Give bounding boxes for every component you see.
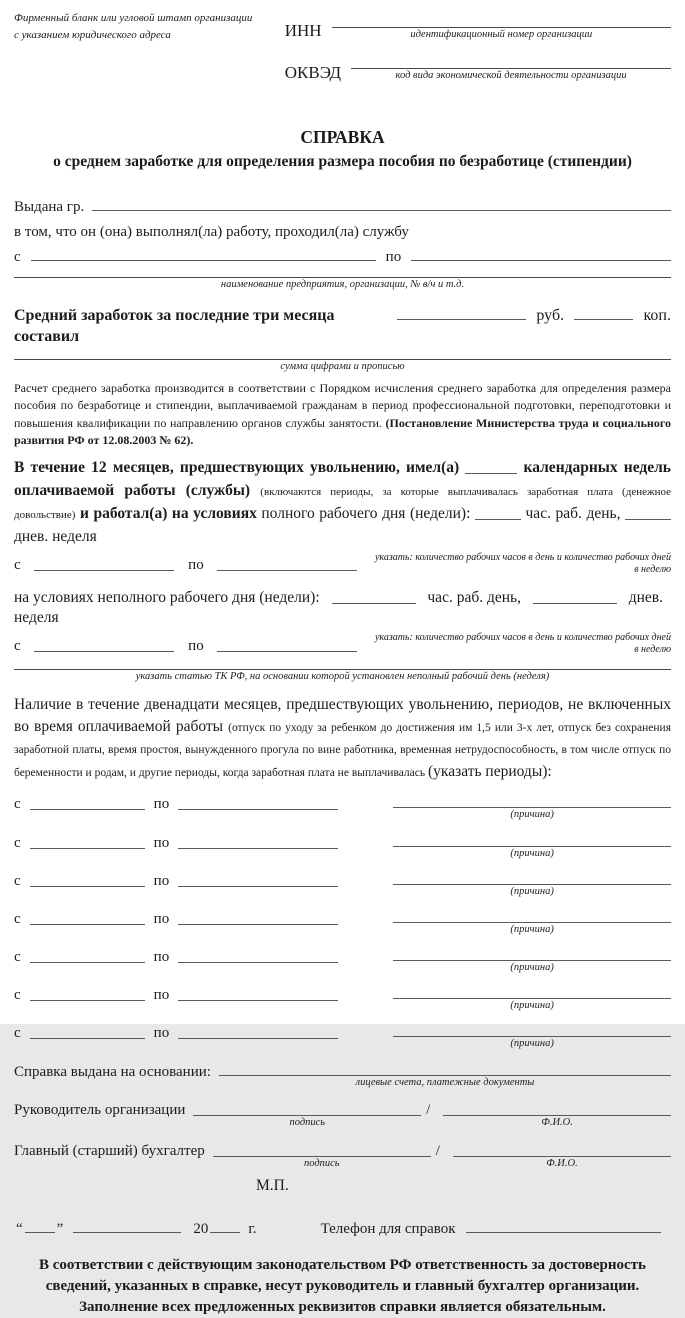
part-time-period-dates xyxy=(14,636,357,656)
calc-note xyxy=(14,380,671,450)
part-time-period-row xyxy=(14,632,671,656)
part-time-days-blank xyxy=(533,590,617,604)
reason-blank-line xyxy=(393,785,671,808)
full-time-period-dates xyxy=(14,555,357,575)
basis-caption: лицевые счета, платежные документы xyxy=(355,1077,535,1089)
year-prefix: 20 xyxy=(193,1220,209,1237)
reason-blank-line xyxy=(393,938,671,961)
period-reason xyxy=(393,900,671,936)
period-dates xyxy=(14,1014,338,1050)
period-to-blank xyxy=(178,949,338,963)
part-time-to-blank xyxy=(217,637,357,652)
part-time-row xyxy=(14,588,671,630)
director-signature-row xyxy=(14,1098,671,1129)
reason-blank-line xyxy=(393,862,671,885)
period-from-blank xyxy=(30,835,145,849)
from-label: с xyxy=(14,796,21,813)
org-name-caption: наименование предприятия, организации, № в/ч и т.д. xyxy=(220,278,465,290)
inn-label: ИНН xyxy=(284,21,322,41)
reason-caption: (причина) xyxy=(510,1038,554,1050)
tk-article-rule xyxy=(14,669,671,683)
hours-days-hint: указать: количество рабочих часов в день и количество рабочих дней в неделю xyxy=(374,551,671,575)
excluded-period-row xyxy=(14,900,671,936)
excluded-period-row xyxy=(14,785,671,821)
earnings-rub-blank xyxy=(397,306,526,320)
basis-row xyxy=(14,1060,671,1089)
slash-separator: / xyxy=(426,1102,431,1119)
okved-row xyxy=(285,51,671,82)
hours-days-hint: указать: количество рабочих часов в день и количество рабочих дней в неделю xyxy=(374,632,671,656)
slash-separator: / xyxy=(435,1142,440,1159)
inn-blank-line xyxy=(332,10,671,28)
accountant-label: Главный (старший) бухгалтер xyxy=(14,1142,205,1159)
employment-period-row xyxy=(14,247,671,267)
excluded-period-row xyxy=(14,824,671,860)
period-from-blank xyxy=(30,987,145,1001)
excluded-period-row xyxy=(14,976,671,1012)
excluded-periods-list xyxy=(14,785,671,1050)
excluded-tail: (указать периоды): xyxy=(428,762,552,780)
excluded-period-row xyxy=(14,862,671,898)
full-time-hours-label: час. раб. день, xyxy=(525,505,621,523)
accountant-name-blank xyxy=(453,1139,671,1157)
full-time-days-blank xyxy=(625,506,671,520)
period-reason xyxy=(393,824,671,860)
from-label: с xyxy=(14,638,21,655)
reason-blank-line xyxy=(393,1014,671,1037)
okved-label: ОКВЭД xyxy=(284,62,342,82)
employment-from-blank xyxy=(31,247,376,261)
quote-close: ” xyxy=(56,1220,64,1237)
accountant-name-field xyxy=(453,1139,671,1170)
period-dates xyxy=(14,900,338,936)
director-signature-field xyxy=(193,1098,421,1129)
part-time-label: на условиях неполного рабочего дня (недели): xyxy=(14,588,320,606)
day-blank xyxy=(25,1219,55,1233)
okved-field xyxy=(351,51,671,82)
year-blank xyxy=(210,1219,240,1233)
weeks-paragraph xyxy=(14,456,671,549)
period-reason xyxy=(393,785,671,821)
to-label: по xyxy=(188,557,204,574)
full-time-to-blank xyxy=(217,556,357,571)
reason-caption: (причина) xyxy=(510,847,554,859)
year-suffix: г. xyxy=(248,1220,257,1237)
issued-to-label: Выдана гр. xyxy=(14,198,85,215)
basis-label: Справка выдана на основании: xyxy=(14,1064,211,1081)
period-reason xyxy=(393,938,671,974)
stamp-placeholder: М.П. xyxy=(256,1176,289,1194)
accountant-signature-row xyxy=(14,1139,671,1170)
from-label: с xyxy=(14,948,21,965)
period-to-blank xyxy=(178,873,338,887)
work-statement: в том, что он (она) выполнял(ла) работу, проходил(ла) службу xyxy=(14,224,409,241)
from-label: с xyxy=(14,834,21,851)
calc-note-decree: (Постановление Министерства труда и социального развития РФ от 12.08.2003 № 62). xyxy=(14,415,671,448)
director-signature-blank xyxy=(193,1098,421,1116)
signature-caption: подпись xyxy=(289,1117,326,1129)
director-label: Руководитель организации xyxy=(14,1102,186,1119)
to-label: по xyxy=(385,249,402,266)
to-label: по xyxy=(188,638,204,655)
part-time-hours-blank xyxy=(332,590,416,604)
period-from-blank xyxy=(30,911,145,925)
name-caption: Ф.И.О. xyxy=(546,1157,578,1169)
excluded-period-row xyxy=(14,1014,671,1050)
to-label: по xyxy=(153,948,170,965)
to-label: по xyxy=(153,987,170,1004)
weeks-count-blank xyxy=(465,460,517,474)
reason-caption: (причина) xyxy=(510,809,554,821)
to-label: по xyxy=(153,834,170,851)
letterhead-note-line2: с указанием юридического адреса xyxy=(14,28,171,41)
period-from-blank xyxy=(30,949,145,963)
employment-to-blank xyxy=(411,247,671,261)
excluded-periods-paragraph xyxy=(14,694,671,784)
quote-open: “ xyxy=(16,1220,23,1237)
letterhead-note xyxy=(14,10,285,82)
period-to-blank xyxy=(178,1025,338,1039)
period-dates xyxy=(14,938,338,974)
earnings-kop-blank xyxy=(574,306,633,320)
period-to-blank xyxy=(178,796,338,810)
excluded-period-row xyxy=(14,938,671,974)
accountant-signature-field xyxy=(213,1139,431,1170)
period-from-blank xyxy=(30,1025,145,1039)
full-time-period-row xyxy=(14,552,671,576)
full-time-hours-blank xyxy=(475,506,521,520)
weeks-and-label: и работал(а) на условиях xyxy=(79,505,257,523)
issued-to-row xyxy=(14,197,671,217)
weeks-label: календарных недель оплачиваемой работы (службы) xyxy=(14,458,672,499)
basis-blank-line xyxy=(219,1060,671,1076)
document-subtitle: о среднем заработке для определения размера пособия по безработице (стипендии) xyxy=(53,152,632,170)
director-name-blank xyxy=(443,1098,671,1116)
excluded-intro: Наличие в течение двенадцати месяцев, предшествующих увольнению, периодов, не включенных во время оплачиваемой работы xyxy=(14,695,671,735)
excluded-note: (отпуск по уходу за ребенком до достижения им 1,5 или 3-х лет, отпуск без сохранения заработной платы, время простоя, вынужденного прогула по вине работника, временная нетрудоспособность, в том числе отпуск по беременности и родам, и другие периоды, когда заработная плата не выплачивалась xyxy=(14,721,671,779)
earnings-statement: Средний заработок за последние три месяца составил xyxy=(14,306,335,346)
from-label: с xyxy=(14,249,21,266)
period-to-blank xyxy=(178,911,338,925)
sum-rule xyxy=(14,359,671,373)
document-title: СПРАВКА xyxy=(300,127,385,148)
part-time-hours-label: час. раб. день, xyxy=(427,588,521,606)
to-label: по xyxy=(153,1025,170,1042)
tk-article-caption: указать статью ТК РФ, на основании которой установлен неполный рабочий день (неделя) xyxy=(135,671,550,683)
period-reason xyxy=(393,976,671,1012)
to-label: по xyxy=(153,910,170,927)
from-label: с xyxy=(14,910,21,927)
full-time-days-label: днев. неделя xyxy=(14,528,97,546)
period-to-blank xyxy=(178,835,338,849)
month-blank xyxy=(73,1219,181,1233)
period-reason xyxy=(393,1014,671,1050)
period-dates xyxy=(14,785,338,821)
full-time-from-blank xyxy=(34,556,174,571)
earnings-row xyxy=(14,305,671,348)
period-from-blank xyxy=(30,796,145,810)
reason-caption: (причина) xyxy=(510,923,554,935)
kop-label: коп. xyxy=(643,306,671,324)
weeks-small-note: (включаются периоды, за которые выплачивалась заработная плата (денежное довольствие) xyxy=(14,485,671,522)
signature-caption: подпись xyxy=(303,1157,340,1169)
reason-caption: (причина) xyxy=(510,1000,554,1012)
reason-blank-line xyxy=(393,976,671,999)
issued-to-blank xyxy=(92,197,671,211)
date-phone-row xyxy=(14,1219,671,1239)
letterhead-note-line1: Фирменный бланк или угловой штамп организации xyxy=(14,12,253,24)
phone-blank xyxy=(466,1219,661,1233)
org-codes xyxy=(285,10,671,82)
inn-field xyxy=(332,10,671,41)
reason-caption: (причина) xyxy=(510,885,554,897)
sum-caption: сумма цифрами и прописью xyxy=(280,360,405,372)
weeks-intro: В течение 12 месяцев, предшествующих увольнению, имел(а) xyxy=(14,458,460,476)
to-label: по xyxy=(153,796,170,813)
rub-label: руб. xyxy=(536,306,565,324)
basis-field xyxy=(219,1060,671,1089)
period-reason xyxy=(393,862,671,898)
from-label: с xyxy=(14,1025,21,1042)
inn-row xyxy=(285,10,671,41)
period-from-blank xyxy=(30,873,145,887)
to-label: по xyxy=(153,872,170,889)
header xyxy=(14,10,671,82)
director-name-field xyxy=(443,1098,671,1129)
full-time-label: полного рабочего дня (недели): xyxy=(261,505,471,523)
from-label: с xyxy=(14,557,21,574)
from-label: с xyxy=(14,872,21,889)
reason-caption: (причина) xyxy=(510,961,554,973)
reason-blank-line xyxy=(393,900,671,923)
from-label: с xyxy=(14,987,21,1004)
reason-blank-line xyxy=(393,824,671,847)
period-dates xyxy=(14,976,338,1012)
okved-caption: код вида экономической деятельности организации xyxy=(395,70,627,82)
name-caption: Ф.И.О. xyxy=(541,1117,573,1129)
accountant-signature-blank xyxy=(213,1139,431,1157)
org-name-rule xyxy=(14,277,671,291)
okved-blank-line xyxy=(351,51,671,69)
part-time-from-blank xyxy=(34,637,174,652)
inn-caption: идентификационный номер организации xyxy=(410,29,593,40)
period-to-blank xyxy=(178,987,338,1001)
responsibility-warning: В соответствии с действующим законодательством РФ ответственность за достоверность сведений, указанных в справке, несут руководитель и главный бухгалтер организации. Заполнение всех предложенных реквизитов справки является обязательным. xyxy=(39,1256,646,1315)
period-dates xyxy=(14,862,338,898)
part-time-days-label: днев. неделя xyxy=(14,588,663,627)
period-dates xyxy=(14,824,338,860)
calc-note-text: Расчет среднего заработка производится в соответствии с Порядком исчисления среднего заработка для определения размера пособия по безработице и стипендии, выплачиваемой гражданам в период профессиональной подготовки, переподготовки и повышения квалификации по направлению органов службы занятости. xyxy=(14,380,671,430)
phone-label: Телефон для справок xyxy=(320,1220,456,1237)
